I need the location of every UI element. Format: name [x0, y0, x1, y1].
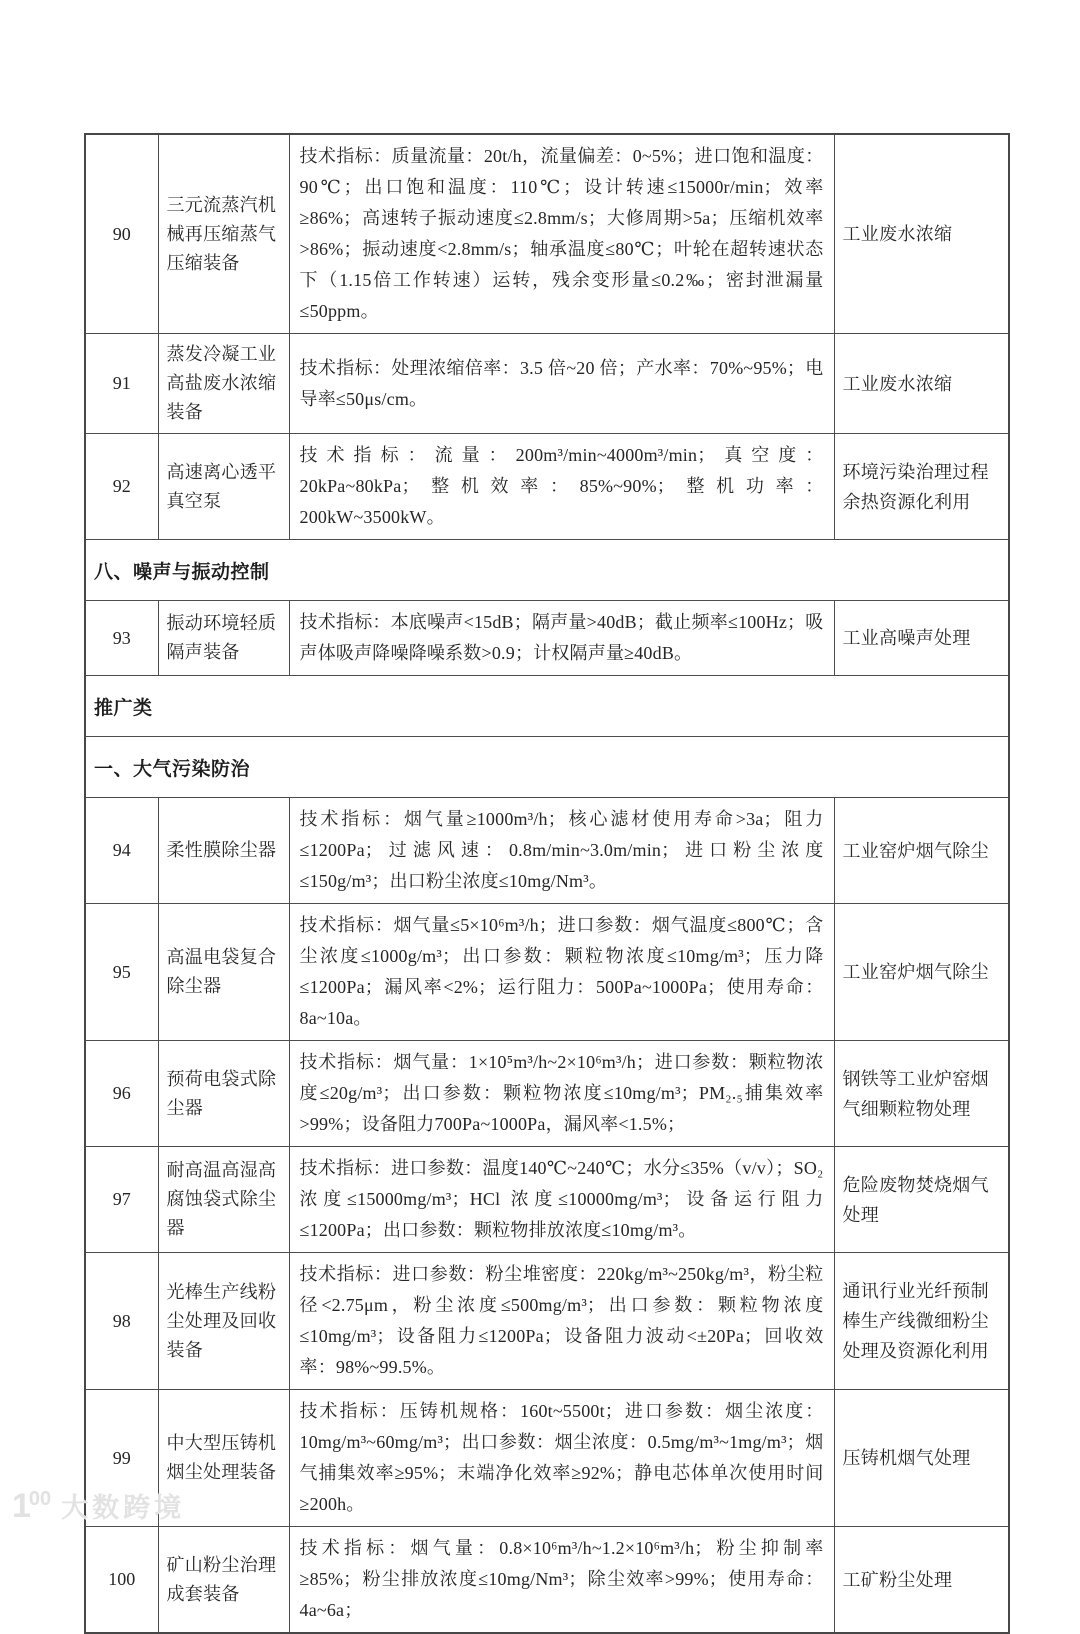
- row-number: 94: [85, 798, 158, 904]
- watermark-logo-icon: [12, 1482, 51, 1523]
- table-row: [85, 434, 1009, 540]
- application-field: 通讯行业光纤预制棒生产线微细粉尘处理及资源化利用: [834, 1253, 1009, 1390]
- equipment-name: 耐高温高湿高腐蚀袋式除尘器: [158, 1147, 289, 1253]
- table-row: [85, 334, 1009, 434]
- application-field: 压铸机烟气处理: [834, 1390, 1009, 1527]
- tech-spec: 技术指标：质量流量：20t/h，流量偏差：0~5%；进口饱和温度：90℃；出口饱和温度：110℃；设计转速≤15000r/min；效率≥86%；高速转子振动速度≤2.8mm/s；大修周期>5a；压缩机效率>86%；振动速度<2.8mm/s；轴承温度≤80℃；叶轮在超转速状态下（1.15倍工作转速）运转，残余变形量≤0.2‰；密封泄漏量≤50ppm。: [289, 134, 834, 334]
- watermark: [12, 1482, 185, 1523]
- table-row: [85, 904, 1009, 1041]
- watermark-logo-main: 1: [12, 1487, 29, 1525]
- application-field: 工矿粉尘处理: [834, 1527, 1009, 1634]
- row-number: 96: [85, 1041, 158, 1147]
- watermark-text: 大数跨境: [61, 1493, 186, 1523]
- section-label: 八、噪声与振动控制: [85, 540, 1009, 601]
- row-number: 99: [85, 1390, 158, 1527]
- section-label: 推广类: [85, 676, 1009, 737]
- table-row: [85, 1147, 1009, 1253]
- table-row: [85, 601, 1009, 676]
- table-row: [85, 1527, 1009, 1634]
- equipment-name: 中大型压铸机烟尘处理装备: [158, 1390, 289, 1527]
- equipment-name: 振动环境轻质隔声装备: [158, 601, 289, 676]
- table-row: [85, 1253, 1009, 1390]
- table-row: [85, 798, 1009, 904]
- application-field: 工业窑炉烟气除尘: [834, 798, 1009, 904]
- application-field: 工业高噪声处理: [834, 601, 1009, 676]
- equipment-table: [84, 133, 1010, 1634]
- section-row: [85, 676, 1009, 737]
- tech-spec: 技术指标：流量：200m³/min~4000m³/min；真空度：20kPa~80kPa；整机效率：85%~90%；整机功率：200kW~3500kW。: [289, 434, 834, 540]
- application-field: 工业窑炉烟气除尘: [834, 904, 1009, 1041]
- section-label: 一、大气污染防治: [85, 737, 1009, 798]
- row-number: 92: [85, 434, 158, 540]
- equipment-name: 高速离心透平真空泵: [158, 434, 289, 540]
- equipment-table-body: [85, 134, 1009, 1633]
- table-row: [85, 134, 1009, 334]
- table-row: [85, 1390, 1009, 1527]
- section-row: [85, 540, 1009, 601]
- section-row: [85, 737, 1009, 798]
- tech-spec: 技术指标：烟气量≤5×10⁶m³/h；进口参数：烟气温度≤800℃；含尘浓度≤1000g/m³；出口参数：颗粒物浓度≤10mg/m³；压力降≤1200Pa；漏风率<2%；运行阻力：500Pa~1000Pa；使用寿命：8a~10a。: [289, 904, 834, 1041]
- equipment-name: 光棒生产线粉尘处理及回收装备: [158, 1253, 289, 1390]
- application-field: 危险废物焚烧烟气处理: [834, 1147, 1009, 1253]
- row-number: 90: [85, 134, 158, 334]
- application-field: 钢铁等工业炉窑烟气细颗粒物处理: [834, 1041, 1009, 1147]
- table-row: [85, 1041, 1009, 1147]
- row-number: 97: [85, 1147, 158, 1253]
- equipment-name: 预荷电袋式除尘器: [158, 1041, 289, 1147]
- application-field: 工业废水浓缩: [834, 334, 1009, 434]
- tech-spec: 技术指标：压铸机规格：160t~5500t；进口参数：烟尘浓度：10mg/m³~60mg/m³；出口参数：烟尘浓度：0.5mg/m³~1mg/m³；烟气捕集效率≥95%；末端净化效率≥92%；静电芯体单次使用时间≥200h。: [289, 1390, 834, 1527]
- equipment-name: 柔性膜除尘器: [158, 798, 289, 904]
- tech-spec: 技术指标：烟气量≥1000m³/h；核心滤材使用寿命>3a；阻力≤1200Pa；过滤风速：0.8m/min~3.0m/min；进口粉尘浓度≤150g/m³；出口粉尘浓度≤10mg/Nm³。: [289, 798, 834, 904]
- equipment-name: 高温电袋复合除尘器: [158, 904, 289, 1041]
- row-number: 95: [85, 904, 158, 1041]
- row-number: 100: [85, 1527, 158, 1634]
- tech-spec: 技术指标：处理浓缩倍率：3.5 倍~20 倍；产水率：70%~95%；电导率≤50μs/cm。: [289, 334, 834, 434]
- tech-spec: 技术指标：进口参数：粉尘堆密度：220kg/m³~250kg/m³，粉尘粒径<2.75μm，粉尘浓度≤500mg/m³；出口参数：颗粒物浓度≤10mg/m³；设备阻力≤1200Pa；设备阻力波动<±20Pa；回收效率：98%~99.5%。: [289, 1253, 834, 1390]
- tech-spec: 技术指标：本底噪声<15dB；隔声量>40dB；截止频率≤100Hz；吸声体吸声降噪降噪系数>0.9；计权隔声量≥40dB。: [289, 601, 834, 676]
- row-number: 91: [85, 334, 158, 434]
- application-field: 工业废水浓缩: [834, 134, 1009, 334]
- tech-spec: 技术指标：烟气量：0.8×10⁶m³/h~1.2×10⁶m³/h；粉尘抑制率≥85%；粉尘排放浓度≤10mg/Nm³；除尘效率>99%；使用寿命：4a~6a；: [289, 1527, 834, 1634]
- row-number: 93: [85, 601, 158, 676]
- equipment-name: 三元流蒸汽机械再压缩蒸气压缩装备: [158, 134, 289, 334]
- tech-spec: 技术指标：进口参数：温度140℃~240℃；水分≤35%（v/v）；SO₂浓度≤15000mg/m³；HCl 浓度≤10000mg/m³；设备运行阻力≤1200Pa；出口参数：颗粒物排放浓度≤10mg/m³。: [289, 1147, 834, 1253]
- equipment-name: 蒸发冷凝工业高盐废水浓缩装备: [158, 334, 289, 434]
- equipment-name: 矿山粉尘治理成套装备: [158, 1527, 289, 1634]
- tech-spec: 技术指标：烟气量：1×10⁵m³/h~2×10⁶m³/h；进口参数：颗粒物浓度≤20g/m³；出口参数：颗粒物浓度≤10mg/m³；PM₂.₅捕集效率>99%；设备阻力700Pa~1000Pa，漏风率<1.5%；: [289, 1041, 834, 1147]
- row-number: 98: [85, 1253, 158, 1390]
- application-field: 环境污染治理过程余热资源化利用: [834, 434, 1009, 540]
- watermark-logo-sup: 00: [28, 1488, 52, 1510]
